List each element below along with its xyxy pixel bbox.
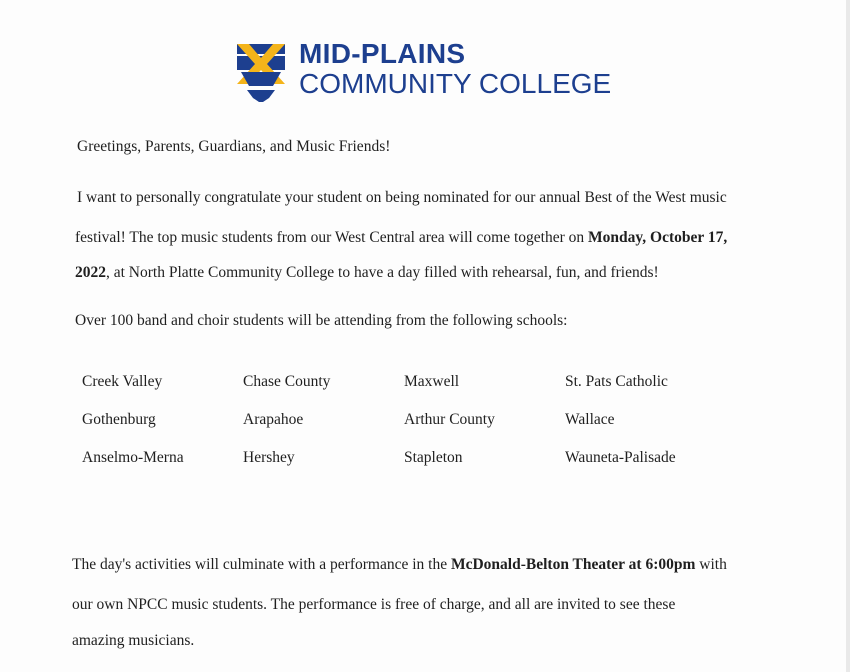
paragraph-2: Over 100 band and choir students will be attending from the following schools:: [75, 312, 568, 329]
logo-line-2: COMMUNITY COLLEGE: [299, 68, 612, 99]
paragraph-1-line-3-text: , at North Platte Community College to have a day filled with rehearsal, fun, and friends!: [106, 264, 659, 281]
venue-and-time: McDonald-Belton Theater at 6:00pm: [450, 556, 696, 573]
greeting: Greetings, Parents, Guardians, and Music Friends!: [77, 138, 391, 155]
page-edge: [846, 0, 850, 672]
school-name: Arapahoe: [243, 411, 304, 428]
school-name: Stapleton: [404, 449, 463, 466]
school-name: Creek Valley: [82, 373, 163, 390]
school-name: Maxwell: [404, 373, 460, 390]
school-name: St. Pats Catholic: [565, 373, 668, 390]
school-name: Anselmo-Merna: [82, 449, 184, 466]
paragraph-1-line-3: [75, 264, 659, 282]
paragraph-3-line-1: [72, 556, 727, 574]
paragraph-3-line-2: our own NPCC music students. The performance is free of charge, and all are invited to see these: [72, 596, 676, 613]
paragraph-3-line-1-text: The day's activities will culminate with a performance in the: [72, 556, 451, 573]
school-name: Gothenburg: [82, 411, 156, 428]
school-name: Arthur County: [404, 411, 495, 428]
paragraph-1-line-1: I want to personally congratulate your student on being nominated for our annual Best of the West music: [77, 189, 727, 206]
paragraph-3-line-1-end: with: [695, 556, 727, 573]
logo-line-1: MID-PLAINS: [299, 38, 466, 69]
event-year: 2022: [75, 264, 106, 281]
college-logo: [233, 38, 633, 104]
school-name: Wallace: [565, 411, 615, 428]
paragraph-1-line-2: [75, 229, 727, 247]
paragraph-3-line-3: amazing musicians.: [72, 632, 195, 649]
school-name: Hershey: [243, 449, 295, 466]
event-date: Monday, October 17,: [588, 229, 728, 246]
school-name: Chase County: [243, 373, 331, 390]
college-shield-icon: [233, 38, 289, 104]
paragraph-1-line-2-text: festival! The top music students from our West Central area will come together on: [75, 229, 588, 246]
school-name: Wauneta-Palisade: [565, 449, 676, 466]
